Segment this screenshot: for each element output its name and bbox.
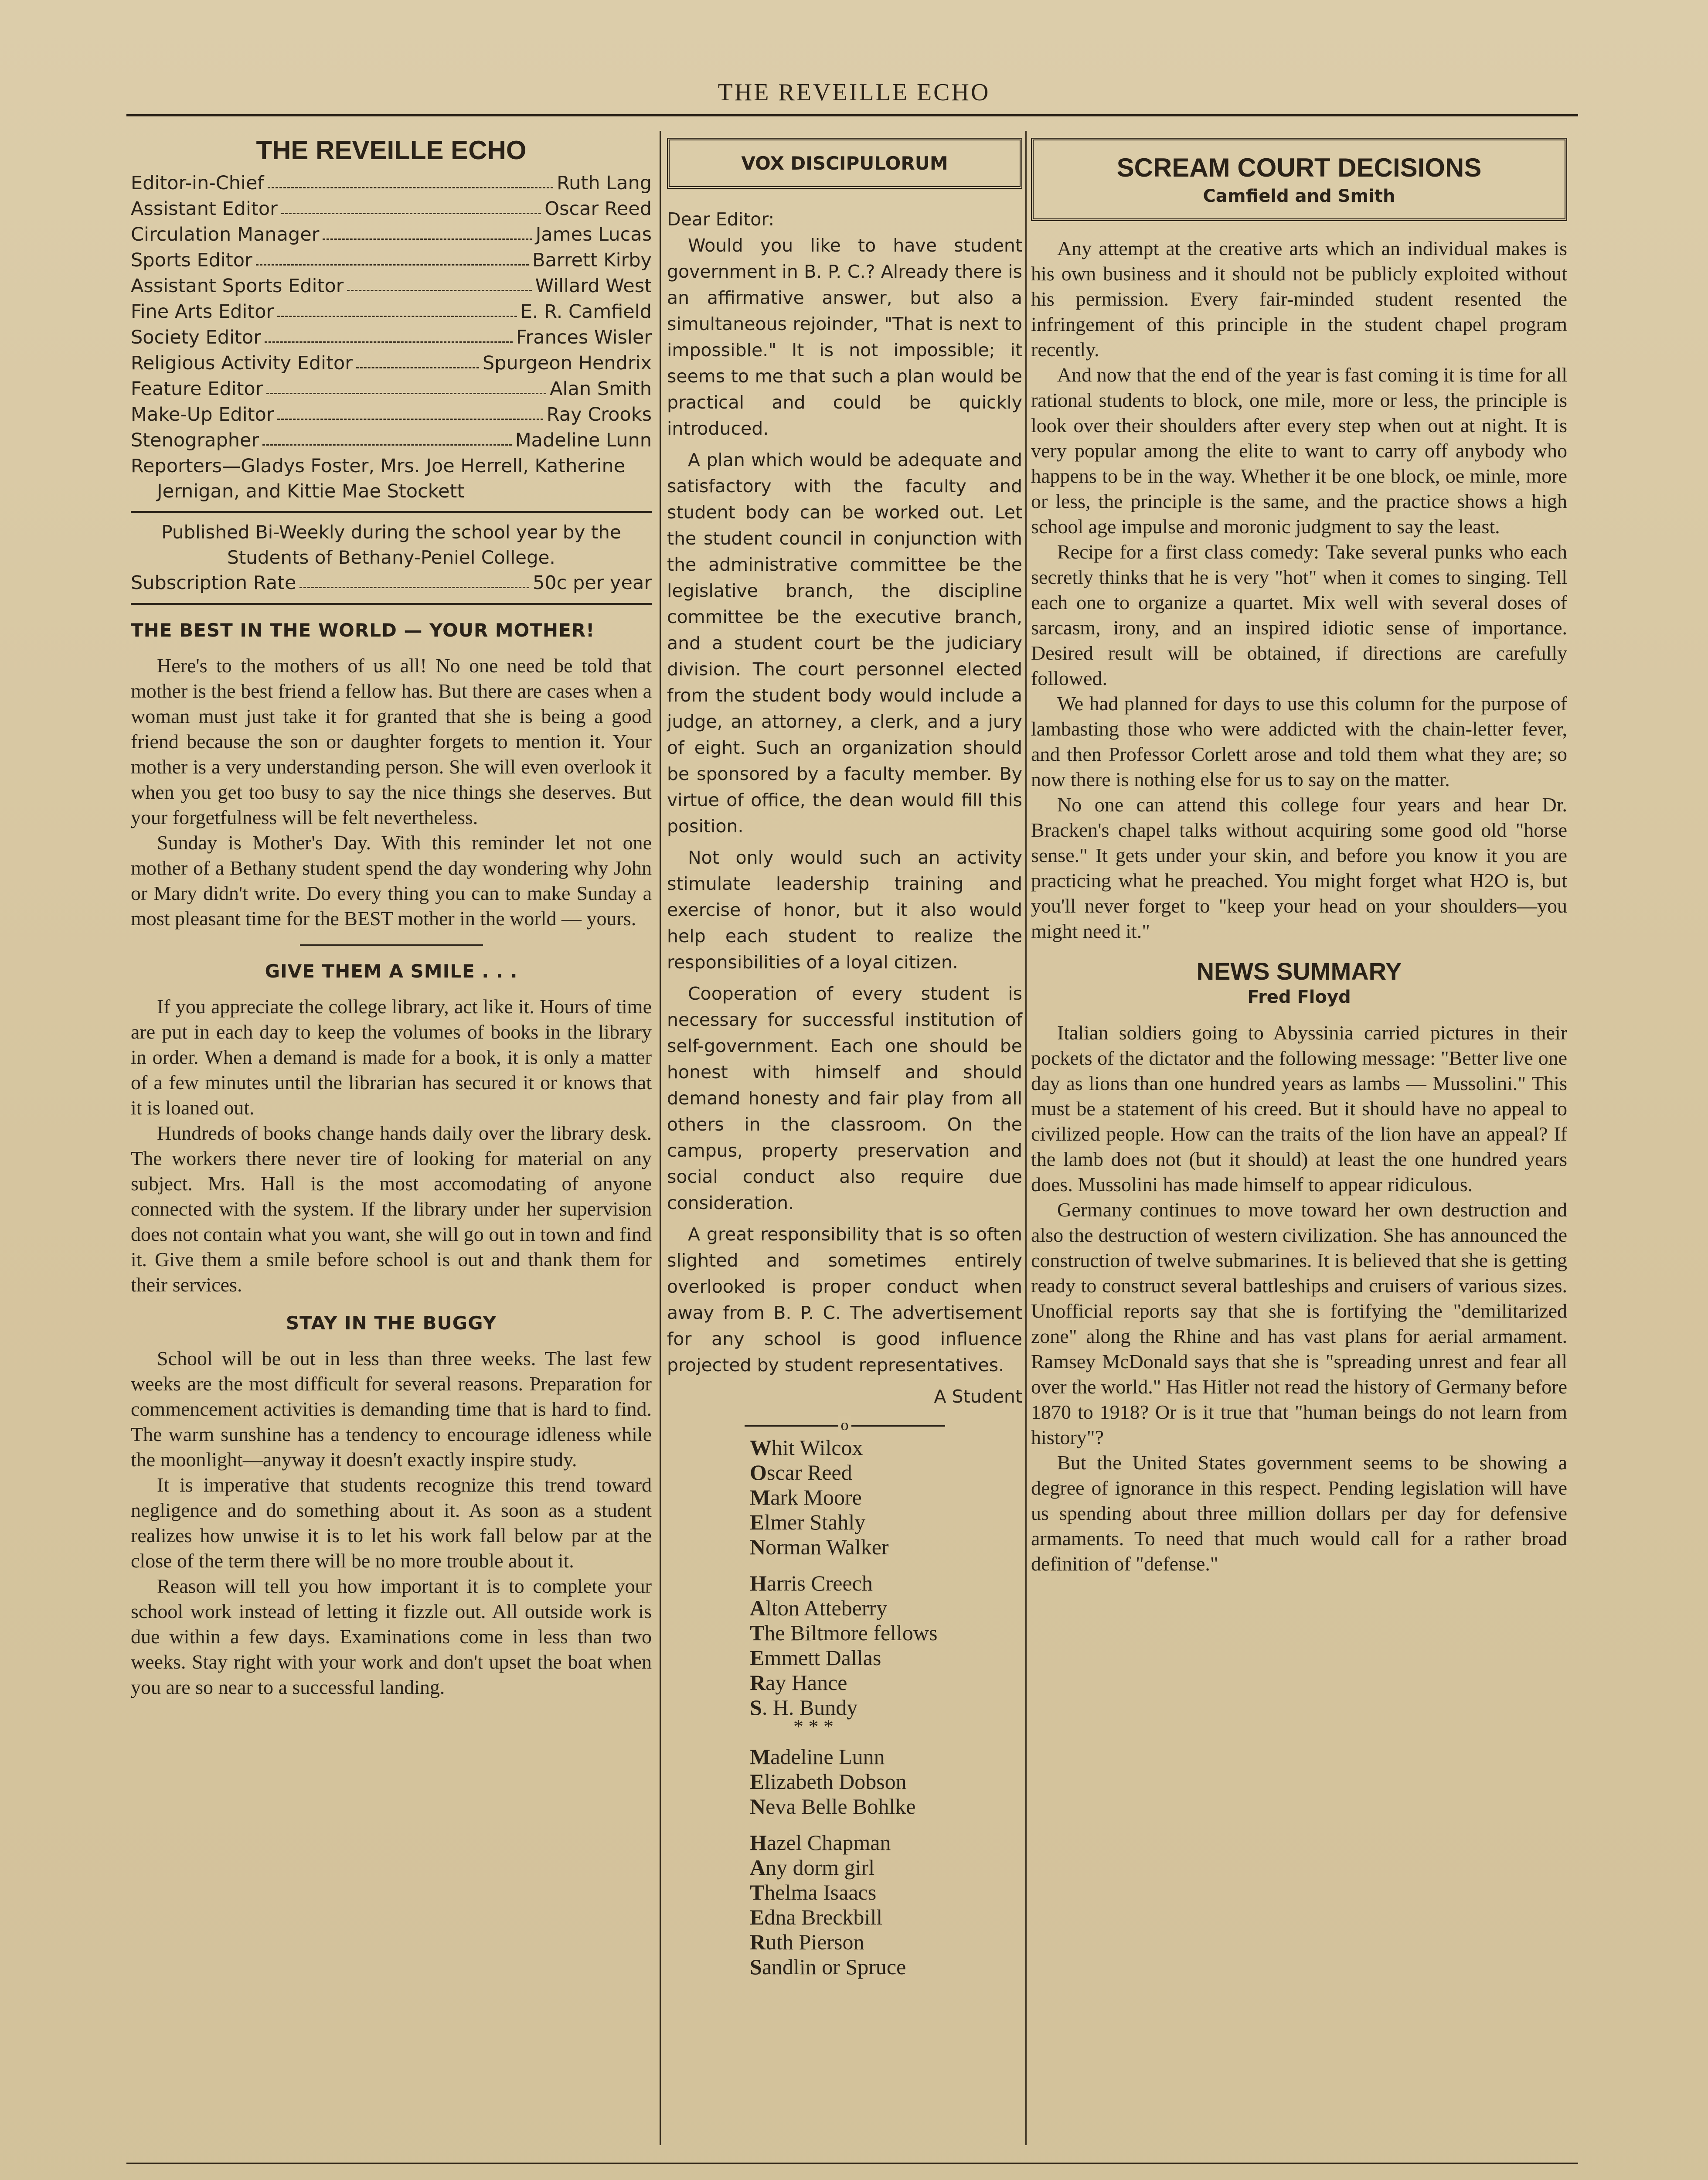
paragraph: Sunday is Mother's Day. With this reminder let not one mother of a Bethany student spend the day wondering why John or Mary didn't write. Do every thing you can to make Sunday a most pleasant time for the BEST mother in the world — yours.	[131, 831, 652, 930]
section-stars: * * *	[793, 1715, 834, 1737]
paragraph: Reason will tell you how important it is to complete your school work instead of letting it fizzle out. All outside work is due within a few days. Examinations come in less than two weeks. Stay right with your work and don't upset the boat when you are so near to a successful landing.	[131, 1575, 652, 1698]
paragraph: If you appreciate the college library, act like it. Hours of time are put in each day to keep the volumes of books in the library in order. When a demand is made for a book, it is only a matter of a few minutes until the librarian has secured it or knows that it is loaned out.	[131, 995, 652, 1119]
buggy-article	[131, 1346, 652, 1700]
staff-role: Fine Arts Editor	[131, 301, 274, 323]
paragraph: A plan which would be adequate and satisfactory with the faculty and student body can be worked out. Let the student council in conjunction with the administrative committee be the legislative branch, the discipline committee be the executive branch, and a student court be the judiciary division. The court personnel elected from the student body would include a judge, an attorney, a clerk, and a jury of eight. Such an organization should be sponsored by a faculty member. By virtue of office, the dean would fill this position.	[667, 450, 1022, 837]
acrostic-initial: E	[750, 1510, 765, 1534]
acrostic-line	[750, 1460, 1022, 1485]
staff-name: E. R. Camfield	[520, 301, 652, 323]
paragraph: We had planned for days to use this column for the purpose of lambasting those who were addicted with the chain-letter fever, and then Professor Corlett arose and told them what they are; so now there is nothing else for us to say on the matter.	[1031, 692, 1567, 790]
acrostic-line	[750, 1695, 1022, 1720]
staff-row	[131, 273, 652, 299]
acrostic-rest: azel Chapman	[766, 1830, 891, 1855]
acrostic-rest: he Biltmore fellows	[764, 1621, 938, 1645]
acrostic-rest: eva Belle Bohlke	[766, 1794, 916, 1819]
acrostic-initial: M	[750, 1744, 771, 1769]
subscription-value: 50c per year	[532, 572, 652, 594]
bottom-rule	[126, 2163, 1578, 2164]
column-left	[131, 131, 652, 1700]
acrostic-initial: E	[750, 1905, 765, 1929]
staff-name: Willard West	[535, 275, 652, 297]
staff-name: Ray Crooks	[546, 404, 652, 426]
paragraph: Italian soldiers going to Abyssinia carried pictures in their pockets of the dictator and the following message: "Better live one day as lions than one hundred years as lambs — Mussolini." This must be a statement of his creed. But it should have no appeal to civilized people. How can the traits of the lion have an appeal? If the lamb does not (but it should) at least the one hundred years does. Mussolini has made himself to appear ridiculous.	[1031, 1022, 1567, 1196]
staff-role: Religious Activity Editor	[131, 352, 353, 374]
acrostic-rest: lmer Stahly	[764, 1510, 866, 1534]
acrostic-rest: ny dorm girl	[766, 1855, 875, 1880]
paragraph: No one can attend this college four years and hear Dr. Bracken's chapel talks without acquiring some good old "horse sense." It gets under your skin, and before you know it you are practicing what he preached. You might forget what H2O is, but you'll never forget to "keep your head on your shoulders—you might need it."	[1031, 794, 1567, 942]
letter-salutation: Dear Editor:	[667, 209, 775, 230]
acrostic-line	[750, 1769, 1022, 1794]
paragraph: A great responsibility that is so often slighted and sometimes entirely overlooked is proper conduct when away from B. P. C. The advertisement for any school is good influence projected by student representatives.	[667, 1224, 1022, 1376]
acrostic-initial: R	[750, 1930, 766, 1954]
paragraph: It is imperative that students recognize this trend toward negligence and do something about it. As soon as a student realizes how unwise it is to let his work fall below par at the close of the term there will be no more trouble about it.	[131, 1474, 652, 1572]
staff-name: Alan Smith	[550, 378, 652, 400]
paragraph: Any attempt at the creative arts which an individual makes is his own business and it should not be publicly exploited without his permission. Every fair-minded student resented the infringement of this principle in the student chapel program recently.	[1031, 237, 1567, 361]
staff-role: Assistant Editor	[131, 198, 278, 220]
staff-role: Make-Up Editor	[131, 404, 274, 426]
running-header: THE REVEILLE ECHO	[718, 79, 990, 106]
staff-row	[131, 248, 652, 273]
acrostic-line	[750, 1510, 1022, 1535]
acrostic-line	[750, 1955, 1022, 1979]
acrostic-rest: ay Hance	[766, 1670, 847, 1695]
buggy-headline: STAY IN THE BUGGY	[286, 1312, 497, 1334]
acrostic-rest: ark Moore	[770, 1485, 862, 1509]
staff-name: Frances Wisler	[516, 327, 652, 348]
acrostic-initial: A	[750, 1855, 766, 1880]
paragraph: School will be out in less than three weeks. The last few weeks are the most difficult for several reasons. Preparation for commencement activities is demanding time that is hard to find. The warm sunshine has a tendency to encourage idleness while the moonlight—anyway it doesn't exactly inspire study.	[131, 1347, 652, 1471]
vox-headline: VOX DISCIPULORUM	[741, 153, 948, 174]
staff-row	[131, 325, 652, 351]
publication-note: Published Bi-Weekly during the school year by the Students of Bethany-Peniel College.	[161, 521, 621, 568]
mother-article	[131, 653, 652, 931]
smile-article	[131, 994, 652, 1298]
subscription-label: Subscription Rate	[131, 572, 296, 594]
acrostic-initial: H	[750, 1571, 767, 1595]
acrostic-initial: E	[750, 1769, 765, 1794]
column-divider	[1025, 131, 1027, 2145]
acrostic-line	[750, 1435, 1022, 1460]
scream-byline: Camfield and Smith	[1203, 186, 1395, 206]
divider	[300, 944, 483, 946]
staff-row	[131, 376, 652, 402]
acrostic-initial: N	[750, 1794, 766, 1819]
divider-mark: o	[838, 1416, 851, 1434]
vox-title-box	[667, 138, 1022, 189]
scream-title-box	[1031, 138, 1567, 221]
staff-role: Sports Editor	[131, 249, 252, 271]
paragraph: Here's to the mothers of us all! No one need be told that mother is the best friend a fellow has. But there are cases when a woman must just take it for granted that she is being a good friend because the son or daughter forgets to mention it. Your mother is a very understanding person. She will even overlook it when you get too busy to say the nice things she deserves. But your forgetfulness will be felt nevertheless.	[131, 654, 652, 828]
acrostic-line	[750, 1930, 1022, 1955]
acrostic-rest: lizabeth Dobson	[764, 1769, 907, 1794]
staff-row	[131, 222, 652, 248]
staff-role: Editor-in-Chief	[131, 172, 264, 194]
acrostic-group	[750, 1571, 1022, 1737]
acrostic-rest: uth Pierson	[766, 1930, 864, 1954]
staff-name: Ruth Lang	[557, 172, 652, 194]
staff-row	[131, 351, 652, 376]
acrostic-rest: orman Walker	[766, 1535, 889, 1559]
acrostic-line	[750, 1645, 1022, 1670]
staff-name: Madeline Lunn	[515, 429, 652, 451]
staff-role: Society Editor	[131, 327, 261, 348]
acrostic-rest: . H. Bundy	[762, 1695, 858, 1720]
staff-list	[131, 170, 652, 453]
column-divider	[660, 131, 661, 2145]
paragraph: Germany continues to move toward her own destruction and also the destruction of western civilization. She has announced the construction of twelve submarines. It is believed that she is getting ready to construct several battleships and cruisers of various sizes. Unofficial reports say that she is fortifying the "demilitarized zone" along the Rhine and has vast plans for aerial armament. Ramsey McDonald says that she is "spreading unrest and fear all over the world." Has Hitler not read the history of Germany before 1870 to 1918? Or is it true that "human beings do not learn from history"?	[1031, 1199, 1567, 1448]
news-headline: NEWS SUMMARY	[1196, 957, 1402, 985]
acrostic-initial: T	[750, 1621, 765, 1645]
header-rule	[126, 114, 1578, 116]
acrostic-line	[750, 1670, 1022, 1695]
acrostic-line	[750, 1744, 1022, 1769]
scream-article	[1031, 236, 1567, 944]
acrostic-line	[750, 1571, 1022, 1596]
acrostic-initial: M	[750, 1485, 771, 1509]
staff-name: Spurgeon Hendrix	[482, 352, 652, 374]
news-article	[1031, 1020, 1567, 1577]
paragraph: And now that the end of the year is fast coming it is time for all rational students to block, one mile, more or less, the principle is look over their shoulders after every step when out at night. It is very popular among the elite to want to carry off anybody who happens to be in the way. Whether it be one block, oe minle, more or less, the principle is the same, and the practice shows a high school age impulse and moronic judgment to say the least.	[1031, 364, 1567, 538]
mother-headline: THE BEST IN THE WORLD — YOUR MOTHER!	[131, 620, 595, 641]
staff-role: Circulation Manager	[131, 224, 320, 245]
acrostic-group	[750, 1830, 1022, 1979]
scream-headline: SCREAM COURT DECISIONS	[1116, 153, 1482, 182]
staff-row	[131, 402, 652, 428]
acrostic-initial: S	[750, 1955, 762, 1979]
acrostic-rest: hit Wilcox	[772, 1435, 863, 1460]
acrostic-group	[750, 1435, 1022, 1560]
acrostic-list	[667, 1435, 1022, 1979]
news-byline: Fred Floyd	[1247, 987, 1351, 1007]
acrostic-rest: mmett Dallas	[764, 1645, 881, 1670]
acrostic-initial: O	[750, 1460, 767, 1485]
staff-role: Feature Editor	[131, 378, 263, 400]
staff-role: Stenographer	[131, 429, 259, 451]
acrostic-group	[750, 1744, 1022, 1819]
acrostic-initial: H	[750, 1830, 767, 1855]
acrostic-line	[750, 1596, 1022, 1621]
acrostic-rest: adeline Lunn	[770, 1744, 885, 1769]
acrostic-rest: arris Creech	[766, 1571, 873, 1595]
column-right	[1031, 131, 1567, 1577]
acrostic-line	[750, 1880, 1022, 1905]
acrostic-line	[750, 1621, 1022, 1645]
staff-name: James Lucas	[535, 224, 652, 245]
letter-signature: A Student	[934, 1386, 1022, 1407]
acrostic-rest: lton Atteberry	[766, 1596, 888, 1620]
staff-name: Barrett Kirby	[532, 249, 652, 271]
acrostic-line	[750, 1830, 1022, 1855]
acrostic-line	[750, 1794, 1022, 1819]
acrostic-initial: E	[750, 1645, 765, 1670]
paragraph: Cooperation of every student is necessary for successful institution of self-government. Each one should be honest with himself and should demand honesty and fair play from all others in the classroom. On the campus, property preservation and social conduct also require due consideration.	[667, 983, 1022, 1213]
paragraph: Not only would such an activity stimulate leadership training and exercise of honor, but it also would help each student to realize the responsibilities of a loyal citizen.	[667, 847, 1022, 973]
acrostic-line	[750, 1855, 1022, 1880]
acrostic-rest: dna Breckbill	[764, 1905, 883, 1929]
acrostic-line	[750, 1905, 1022, 1930]
paragraph: Hundreds of books change hands daily over the library desk. The workers there never tire of looking for material on any subject. Mrs. Hall is the most accomodating of anyone connected with the system. If the library under her supervision does not contain what you want, she will go out in town and find it. Give them a smile before school is out and thank them for their services.	[131, 1122, 652, 1296]
acrostic-line	[750, 1535, 1022, 1560]
acrostic-initial: A	[750, 1596, 766, 1620]
paragraph: Would you like to have student government in B. P. C.? Already there is an affirmative answer, but also a simultaneous rejoinder, "That is next to impossible." It is not impossible; it seems to me that such a plan would be practical and could be quickly introduced.	[667, 235, 1022, 439]
acrostic-initial: T	[750, 1880, 765, 1904]
smile-headline: GIVE THEM A SMILE . . .	[265, 961, 518, 982]
staff-row	[131, 299, 652, 325]
staff-box-title: THE REVEILLE ECHO	[256, 136, 527, 165]
staff-role: Assistant Sports Editor	[131, 275, 344, 297]
acrostic-initial: S	[750, 1695, 762, 1720]
acrostic-initial: R	[750, 1670, 766, 1695]
acrostic-initial: W	[750, 1435, 772, 1460]
staff-row	[131, 196, 652, 222]
divider	[131, 603, 652, 605]
acrostic-initial: N	[750, 1535, 766, 1559]
paragraph: But the United States government seems to be showing a degree of ignorance in this respect. Pending legislation will have us spending about three million dollars per day for defensive armaments. To need that much would call for a rather broad definition of "defense."	[1031, 1451, 1567, 1575]
acrostic-line	[750, 1485, 1022, 1510]
subscription-row	[131, 570, 652, 596]
divider	[745, 1416, 945, 1434]
acrostic-rest: andlin or Spruce	[762, 1955, 906, 1979]
divider	[131, 511, 652, 513]
acrostic-rest: scar Reed	[766, 1460, 852, 1485]
acrostic-rest: helma Isaacs	[764, 1880, 877, 1904]
staff-row	[131, 428, 652, 453]
paragraph: Recipe for a first class comedy: Take several punks who each secretly thinks that he is very "hot" when it comes to singing. Tell each one to organize a quartet. Mix well with several doses of sarcasm, irony, and an inspired idiotic sense of importance. Desired result will be obtained, if directions are carefully followed.	[1031, 541, 1567, 689]
staff-name: Oscar Reed	[544, 198, 652, 220]
column-middle	[667, 131, 1022, 1991]
staff-reporters: Reporters—Gladys Foster, Mrs. Joe Herrell, Katherine Jernigan, and Kittie Mae Stockett	[131, 455, 626, 502]
vox-letter	[667, 206, 1022, 1410]
staff-row	[131, 170, 652, 196]
